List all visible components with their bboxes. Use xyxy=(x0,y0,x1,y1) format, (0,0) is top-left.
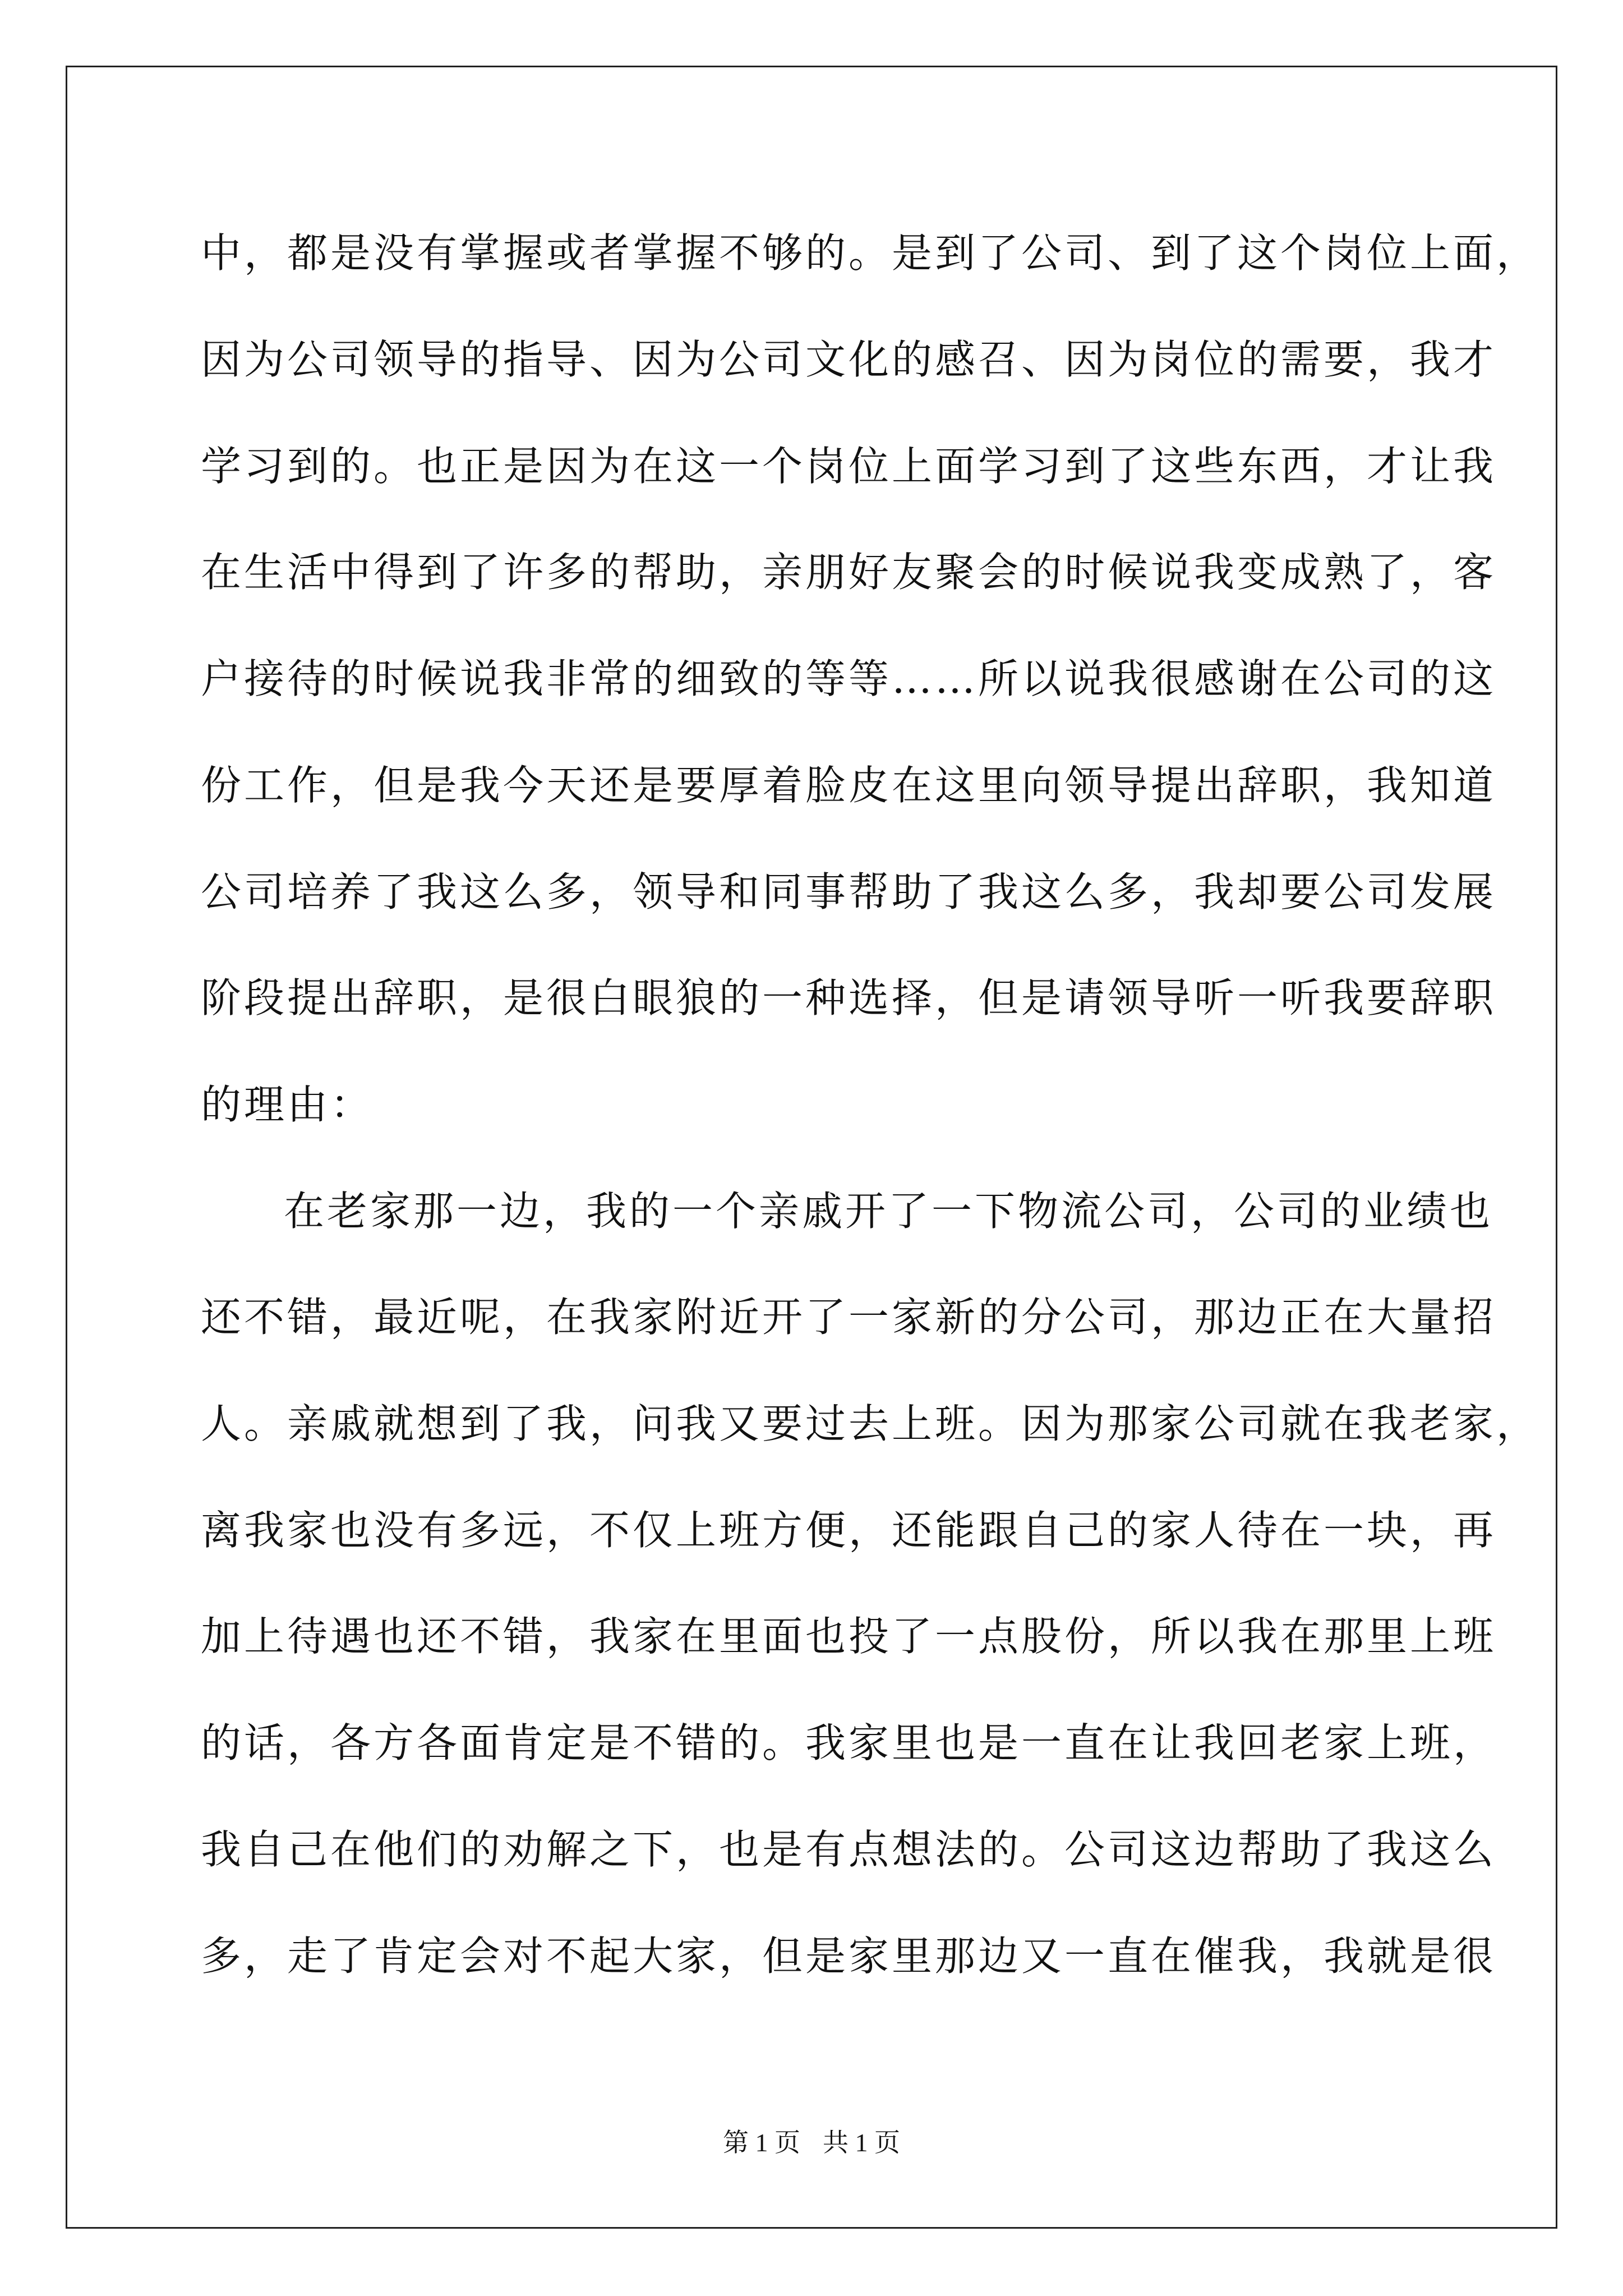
page-border xyxy=(66,66,1557,2229)
page-number: 第 1 页 xyxy=(723,2128,800,2157)
text-line: 还不错，最近呢，在我家附近开了一家新的分公司，那边正在大量招 xyxy=(201,1294,1497,1341)
text-line: 的理由： xyxy=(201,1081,374,1128)
text-line: 中，都是没有掌握或者掌握不够的。是到了公司、到了这个岗位上面， xyxy=(201,229,1540,277)
text-line: 份工作，但是我今天还是要厚着脸皮在这里向领导提出辞职，我知道 xyxy=(201,762,1497,809)
text-line: 因为公司领导的指导、因为公司文化的感召、因为岗位的需要，我才 xyxy=(201,336,1497,383)
text-line-indented: 在老家那一边，我的一个亲戚开了一下物流公司，公司的业绩也 xyxy=(284,1188,1493,1235)
text-line: 离我家也没有多远，不仅上班方便，还能跟自己的家人待在一块，再 xyxy=(201,1507,1497,1554)
page-footer xyxy=(0,2126,1623,2160)
text-line: 公司培养了我这么多，领导和同事帮助了我这么多，我却要公司发展 xyxy=(201,868,1497,915)
text-line: 学习到的。也正是因为在这一个岗位上面学习到了这些东西，才让我 xyxy=(201,443,1497,490)
text-line: 加上待遇也还不错，我家在里面也投了一点股份，所以我在那里上班 xyxy=(201,1613,1497,1660)
text-line: 我自己在他们的劝解之下，也是有点想法的。公司这边帮助了我这么 xyxy=(201,1826,1497,1873)
text-line: 多，走了肯定会对不起大家，但是家里那边又一直在催我，我就是很 xyxy=(201,1932,1497,1980)
text-line: 在生活中得到了许多的帮助，亲朋好友聚会的时候说我变成熟了，客 xyxy=(201,549,1497,596)
text-line: 户接待的时候说我非常的细致的等等……所以说我很感谢在公司的这 xyxy=(201,655,1497,702)
text-line: 人。亲戚就想到了我，问我又要过去上班。因为那家公司就在我老家， xyxy=(201,1400,1540,1447)
page-total: 共 1 页 xyxy=(823,2128,900,2157)
text-line: 的话，各方各面肯定是不错的。我家里也是一直在让我回老家上班， xyxy=(201,1719,1497,1766)
text-line: 阶段提出辞职，是很白眼狼的一种选择，但是请领导听一听我要辞职 xyxy=(201,974,1497,1022)
